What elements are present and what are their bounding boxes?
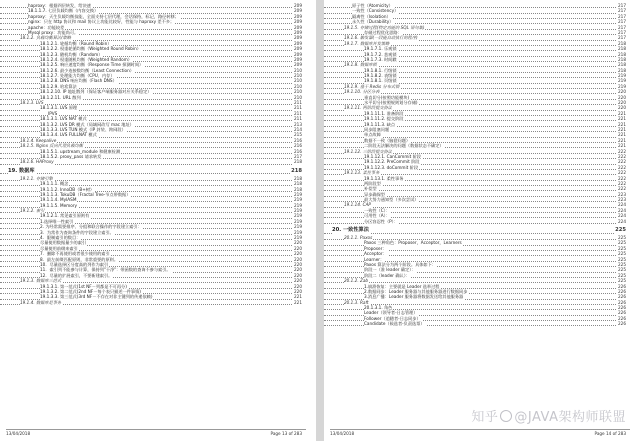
toc-entry-page: 210: [294, 67, 302, 73]
toc-entry-label: 19.1.8.2. 表级锁: [364, 73, 397, 79]
toc-entry-label: 19.1.3.3. 第三范式(3rd NF－不存在对非主键列的传递依赖): [40, 294, 153, 300]
toc-entry-label: 18.1.3.2. LVS DR 模式（局域网改写 mac 地址）: [40, 121, 134, 127]
toc-entry-page: 218: [294, 186, 302, 192]
toc-entry-page: 209: [294, 24, 302, 30]
toc-entry-page: 225: [615, 227, 626, 234]
toc-entry-page: 224: [618, 207, 626, 213]
toc-entry-label: 19.1.4. 数据库是事务: [20, 299, 62, 305]
toc-entry-page: 221: [618, 116, 626, 122]
toc-entry-page: 209: [294, 19, 302, 25]
toc-entry-page: 209: [294, 51, 302, 57]
toc-entry-page: 225: [618, 245, 626, 251]
toc-entry-page: 226: [618, 283, 626, 289]
toc-entry-label: 18.1.3. LVS: [20, 100, 44, 106]
watermark-suffix: @JAVA架构师联盟: [514, 410, 626, 425]
toc-entry-label: 18.1.5.1. upstream_module 和健康检测: [40, 148, 121, 154]
toc-entry-label: 19.1.7.1. 乐观锁: [364, 46, 397, 52]
toc-entry-label: 18.1.1.7. 七层负载均衡（内容交换）: [28, 8, 99, 14]
toc-entry-page: 219: [294, 191, 302, 197]
toc-entry-page: 220: [618, 100, 626, 106]
toc-entry-page: 223: [618, 191, 626, 197]
toc-entry-label: 19.1.1.1. 概念: [40, 181, 69, 187]
toc-entry-page: 221: [294, 299, 302, 305]
toc-entry-label: Paxos 三种角色：Proposer，Acceptor，Learners: [364, 240, 462, 246]
toc-entry-label: nginx：只在 http 协议和 mail 协议上功能比较好，性能与 haproxy 差不多；: [28, 19, 175, 25]
right-footer-date: 13/04/2018: [330, 431, 355, 436]
toc-entry-page: 217: [618, 35, 626, 41]
toc-entry-label: 18.1.6. HAProxy: [20, 159, 54, 165]
toc-entry-label: 19.1.11. 两阶段提交协议: [344, 105, 392, 111]
toc-entry-label: 18.1.3.1. LVS 原理: [40, 105, 78, 111]
toc-entry-label: Learner：: [364, 256, 385, 262]
right-footer: [330, 429, 630, 437]
toc-entry-page: 221: [618, 110, 626, 116]
toc-entry-page: 222: [618, 175, 626, 181]
toc-entry-label: 19.1.3.2. 第二范式(2nd NF－每个表只描述一件事情): [40, 288, 141, 294]
toc-entry-label: 19.1.8. 数据库锁: [344, 62, 377, 68]
toc-entry-page: 221: [618, 143, 626, 149]
toc-entry-page: 220: [294, 251, 302, 257]
toc-entry-label: 数据不一致（脑裂问题）: [364, 137, 411, 143]
toc-entry-page: 218: [294, 175, 302, 181]
toc-entry-label: 2.数据同步：Leader 服务器与其他服务器进行数据同步: [364, 288, 468, 294]
toc-entry-page: 220: [294, 283, 302, 289]
toc-entry-label: 18.1.2.9. 哈希算法: [40, 83, 77, 89]
page-gutter: [316, 0, 324, 441]
toc-entry-page: 218: [618, 62, 626, 68]
toc-entry-page: 217: [618, 13, 626, 19]
toc-entry-page: 211: [294, 100, 302, 106]
toc-entry-page: 224: [618, 218, 626, 224]
toc-entry-label: 19.1.2. 索引: [20, 208, 45, 214]
toc-entry[interactable]: [0, 159, 316, 164]
toc-entry-label: Acceptor：: [364, 251, 387, 257]
toc-entry-page: 218: [618, 67, 626, 73]
toc-entry-label: 二阶段无法解决的问题（数据状态不确定）: [364, 143, 444, 149]
toc-entry-page: 217: [618, 24, 626, 30]
toc-entry-label: 18.1.2.10. IP 地址散列（保证客户端服务器对应关系稳定）: [40, 89, 152, 95]
toc-entry-label: 18.1.3.3. LVS TUN 模式（IP 封装、跨网段）: [40, 126, 126, 132]
toc-entry-page: 210: [294, 73, 302, 79]
toc-entry-page: 217: [618, 3, 626, 8]
toc-entry-label: 永久性（Durability）: [352, 19, 394, 25]
toc-entry-label: 一致性（C）：: [364, 207, 390, 213]
toc-entry-label: 尽量使用数据量少的索引: [40, 240, 87, 246]
toc-entry-page: 217: [618, 8, 626, 14]
toc-entry[interactable]: [324, 321, 640, 326]
toc-entry-page: 225: [618, 267, 626, 273]
left-footer-page: Page 13 of 283: [270, 431, 302, 436]
toc-entry-label: 20.1.2. Zab: [344, 278, 369, 284]
toc-entry-page: 214: [294, 126, 302, 132]
toc-entry-label: 19.1.12.1. CanCommit 阶段: [364, 153, 421, 159]
toc-entry-page: 219: [294, 213, 302, 219]
toc-entry-label: 11．索引列不能参与计算，保持列"干净"：带函数的查询不参与索引。: [40, 267, 171, 273]
toc-entry-label: 19.1.13.1. 柔性事务: [364, 175, 404, 181]
toc-entry-label: 18.1.5. Nginx 反向代理负载均衡: [20, 143, 83, 149]
toc-entry-page: 217: [294, 153, 302, 159]
toc-entry-label: 3.消息广播：Leader 服务器将数据发送给其他服务器: [364, 294, 464, 300]
toc-entry-label: 18.1.2.1. 轮循均衡（Round Robin）: [40, 40, 112, 46]
toc-entry-page: 209: [294, 56, 302, 62]
toc-entry-page: 221: [294, 294, 302, 300]
toc-entry-label: 一致性（Consistency）: [352, 8, 399, 14]
toc-entry-page: 218: [294, 181, 302, 187]
toc-leader-dots: [0, 167, 300, 175]
toc-entry-page: 222: [618, 148, 626, 154]
toc-right: [324, 3, 640, 327]
toc-entry-label: 19.1.10. 分区分表: [344, 89, 380, 95]
toc-entry-page: 218: [618, 51, 626, 57]
toc-entry-page: 225: [618, 240, 626, 246]
toc-entry-page: 210: [294, 83, 302, 89]
toc-entry-label: 19.1.6. 触发器(一段能自动执行的程序): [344, 35, 418, 41]
toc-entry-page: 217: [618, 29, 626, 35]
toc-entry-page: 216: [294, 148, 302, 154]
toc-entry-page: 221: [618, 137, 626, 143]
toc-entry-page: 220: [618, 105, 626, 111]
toc-entry-page: 210: [294, 78, 302, 84]
toc-left: [0, 3, 316, 305]
toc-entry-page: 216: [294, 143, 302, 149]
toc-entry-label: 19.1.3.1. 第一范式(1st NF－列都是不可再分): [40, 283, 127, 289]
toc-entry-page: 224: [618, 213, 626, 219]
toc-entry-page: 209: [294, 8, 302, 14]
toc-entry-label: 单点故障: [364, 132, 381, 138]
toc-entry-label: 19. 数据库: [8, 167, 35, 174]
watermark-prefix: 知乎: [471, 410, 499, 425]
toc-entry-label: 20.1.3.1. 角色: [364, 305, 393, 311]
toc-entry-page: 220: [294, 288, 302, 294]
toc-entry-label: 7．删除不再使用或者很少使用的索引: [40, 251, 110, 257]
toc-entry-label: 20.1.3. Raft: [344, 299, 369, 305]
toc-entry-label: Proposer：: [364, 245, 387, 251]
toc-entry-label: 19.1.7.3. 时间戳: [364, 56, 397, 62]
toc-entry-label: 18.1.2. 负载均衡算法/策略: [20, 35, 71, 41]
toc-entry-label: 18.1.3.1. LVS NAT 模式: [40, 116, 87, 122]
toc-entry-page: 209: [294, 3, 302, 8]
toc-entry-label: 18.1.2.8. DNS 响应均衡（Flash DNS）: [40, 78, 117, 84]
toc-chapter-entry[interactable]: [0, 167, 316, 176]
toc-entry-page: 221: [618, 132, 626, 138]
right-page: [324, 0, 640, 441]
toc-entry-label: 4．限制索引的数目：: [40, 235, 81, 241]
toc-entry-page: 220: [294, 267, 302, 273]
toc-entry-label: 8．最左前缀匹配原则，非常重要的原则。: [40, 256, 119, 262]
toc-chapter-entry[interactable]: [324, 226, 640, 235]
toc-entry-label: 阶段二（leader 确认）：: [364, 272, 410, 278]
toc-entry-page: 209: [294, 13, 302, 19]
toc-entry-label: 2. 为经常需要排序、分组和联合操作的字段建立索引：: [40, 224, 142, 230]
toc-entry-page: 220: [294, 278, 302, 284]
toc-entry-label: 19.1.7. 数据库并发策略: [344, 40, 390, 46]
toc-entry-label: Follower（追随者-日志同步）: [364, 315, 421, 321]
toc-entry-page: 226: [618, 305, 626, 311]
toc-entry-page: 226: [618, 310, 626, 316]
toc-entry-page: 210: [294, 89, 302, 95]
toc-entry-label: 分区容忍性（P）：: [364, 218, 398, 224]
toc-entry-page: 219: [294, 208, 302, 214]
toc-entry-label: haproxy：天生负载均衡技能，全面支持七层代理，会话保持，标记，路径转移；: [28, 13, 179, 19]
toc-entry[interactable]: [0, 300, 316, 305]
toc-entry-label: 19.1.12.3. doCommit 阶段: [364, 164, 419, 170]
toc-entry-label: 1.选择唯一性索引: [40, 218, 74, 224]
toc-entry-page: 215: [294, 132, 302, 138]
toc-entry-page: 219: [294, 202, 302, 208]
toc-entry-page: 220: [294, 261, 302, 267]
toc-entry-label: 19.1.3. 数据库三范式: [20, 278, 62, 284]
toc-entry-label: 尽量使用前缀来索引: [40, 245, 78, 251]
toc-entry[interactable]: [324, 219, 640, 224]
toc-entry-label: IPVS: [48, 110, 58, 116]
toc-entry-page: 225: [618, 235, 626, 241]
toc-entry-page: 226: [618, 299, 626, 305]
toc-entry-label: 19.1.14. CAP: [344, 202, 371, 208]
toc-entry-page: 213: [294, 121, 302, 127]
toc-entry-page: 222: [618, 159, 626, 165]
watermark: [471, 406, 626, 425]
toc-entry-label: 18.1.2.6. 最少连接数均衡（Least Connection）: [40, 67, 134, 73]
toc-entry-label: 18.1.2.4. 权重随机均衡（Weighted Random）: [40, 56, 132, 62]
toc-entry-label: 19.1.11.3. 缺点: [364, 121, 396, 127]
toc-entry-page: 220: [618, 94, 626, 100]
zhihu-logo-icon: [500, 410, 512, 422]
toc-entry-label: 19.1.1.4. MyIASM: [40, 197, 77, 203]
toc-entry-label: 18.1.4. Keepalive: [20, 137, 57, 143]
toc-entry-page: 219: [294, 218, 302, 224]
toc-entry-label: 可用性（A）：: [364, 213, 390, 219]
toc-entry-label: 异步确保型: [364, 191, 385, 197]
toc-entry-label: 19.1.8.1. 页级锁: [364, 78, 397, 84]
toc-entry-label: Leader（领导者-日志管理）: [364, 310, 418, 316]
toc-entry-label: 19.1.7.2. 悲观锁: [364, 51, 397, 57]
toc-entry-label: 20.1.1. Paxos: [344, 235, 373, 241]
toc-entry-page: 216: [294, 137, 302, 143]
toc-entry-label: 19.1.11.1. 准备阶段: [364, 110, 404, 116]
toc-entry-label: 存储过程优化思路：: [364, 29, 402, 35]
left-page: [0, 0, 316, 441]
left-footer-date: 13/04/2018: [6, 431, 31, 436]
toc-entry-page: 225: [618, 251, 626, 257]
toc-entry-label: 12．尽量的扩展索引，不要新建索引。: [40, 272, 113, 278]
toc-entry-label: 原子性（Atomicity）: [352, 3, 393, 8]
toc-entry-page: 218: [618, 56, 626, 62]
toc-entry-label: 19.1.1.2. InnoDB（B+树）: [40, 186, 95, 192]
toc-entry-label: 19.1.12. 三阶段提交协议: [344, 148, 392, 154]
toc-entry-label: 19.1.2.1. 常见索引原则有: [40, 213, 90, 219]
toc-entry-label: apache：功能较差: [28, 24, 65, 30]
toc-entry-page: 220: [618, 89, 626, 95]
toc-entry-page: 226: [618, 315, 626, 321]
toc-entry-label: 补偿型: [364, 186, 377, 192]
toc-entry-label: 19.1.5. 存储过程(特定功能的 SQL 语句集): [344, 24, 425, 30]
toc-entry-page: 220: [294, 240, 302, 246]
toc-entry-page: 225: [618, 256, 626, 262]
toc-entry-page: 222: [618, 170, 626, 176]
toc-entry-label: Paxos 算法分为两个阶段。具体如下：: [364, 261, 436, 267]
toc-entry-label: 1.崩溃恢复：主要就是 Leader 选举过程: [364, 283, 440, 289]
toc-entry-page: 222: [618, 186, 626, 192]
toc-entry-page: 226: [618, 288, 626, 294]
toc-entry-label: 19.1.9. 基于 Redis 分布式锁: [344, 83, 400, 89]
toc-entry-page: 219: [294, 224, 302, 230]
toc-entry-page: 219: [294, 197, 302, 203]
toc-entry-page: 210: [294, 94, 302, 100]
toc-entry-page: 211: [294, 116, 302, 122]
toc-entry-page: 222: [618, 164, 626, 170]
toc-entry-label: 水平切分(按照规则划分存储): [364, 100, 418, 106]
left-footer: [6, 429, 306, 437]
toc-entry-page: 209: [294, 62, 302, 68]
toc-entry-page: 218: [618, 46, 626, 52]
toc-entry-label: 18.1.2.2. 权重轮循均衡（Weighted Round Robin）: [40, 46, 141, 52]
toc-entry-page: 219: [294, 235, 302, 241]
toc-entry-label: 19.1.13. 柔性事务: [344, 170, 380, 176]
toc-entry-label: 18.1.2.5. 响应速度均衡（Response Time 探测时间）: [40, 62, 144, 68]
toc-entry-page: 211: [294, 105, 302, 111]
toc-entry-label: Mysql proxy：功能尚可。: [28, 29, 79, 35]
toc-entry-page: 209: [294, 40, 302, 46]
toc-entry-label: 同步阻塞问题: [364, 126, 390, 132]
toc-entry-label: 隔离性（Isolation）: [352, 13, 391, 19]
toc-entry-page: 220: [294, 245, 302, 251]
toc-entry-label: 19.1.8.1. 行级锁: [364, 67, 397, 73]
toc-entry-page: 225: [618, 272, 626, 278]
toc-entry-page: 220: [294, 256, 302, 262]
toc-entry-page: 222: [618, 180, 626, 186]
toc-entry-page: 219: [618, 83, 626, 89]
toc-entry-page: 209: [294, 35, 302, 41]
toc-entry-label: 19.1.11.2. 提交阶段: [364, 116, 404, 122]
toc-entry-page: 218: [618, 40, 626, 46]
right-footer-page: Page 14 of 283: [594, 431, 626, 436]
toc-entry-page: 223: [618, 197, 626, 203]
toc-entry-page: 209: [294, 29, 302, 35]
toc-entry-label: Candidate（候选者-负责选票）: [364, 321, 425, 327]
toc-entry-label: 19.1.1.3. TokuDB（Fractal Tree-节点带数据）: [40, 191, 131, 197]
toc-entry-label: 3．为常作为查询条件的字段建立索引。: [40, 229, 114, 235]
toc-entry-label: 18.1.2.7. 处理能力均衡（CPU、内存）: [40, 73, 115, 79]
toc-entry-page: 218: [291, 167, 302, 174]
toc-entry-label: haproxy：根据四层转发，给决速: [28, 3, 91, 8]
toc-entry-page: 221: [618, 121, 626, 127]
toc-entry-label: 最大努力通知型（多次尝试）: [364, 197, 419, 203]
toc-entry-page: 219: [294, 229, 302, 235]
toc-entry-page: 209: [294, 46, 302, 52]
toc-entry-label: 两阶段型: [364, 180, 381, 186]
toc-entry-label: 18.1.3.4. LVS FULLNAT 模式: [40, 132, 97, 138]
toc-entry-label: 19.1.1.5. Memory: [40, 202, 78, 208]
toc-entry-label: 18.1.2.11. URL 散列: [40, 94, 81, 100]
toc-entry-label: 10．尽量选择区分度高的列作为索引: [40, 261, 109, 267]
toc-entry-label: 20. 一致性算法: [332, 227, 369, 234]
toc-entry-page: 225: [618, 261, 626, 267]
toc-entry-page: 221: [618, 126, 626, 132]
toc-entry-label: 18.1.5.2. proxy_pass 请求转发: [40, 153, 102, 159]
toc-entry-page: 226: [618, 294, 626, 300]
toc-entry-label: 垂直切分(按照功能模块): [364, 94, 410, 100]
toc-entry-page: 211: [294, 110, 302, 116]
toc-entry-page: 218: [294, 159, 302, 165]
toc-entry-label: 阶段一（准 leader 确定）：: [364, 267, 416, 273]
toc-entry-label: 19.1.1. 存储引擎: [20, 175, 53, 181]
toc-entry-page: 224: [618, 202, 626, 208]
toc-entry-label: 18.1.2.3. 随机均衡（Random）: [40, 51, 103, 57]
toc-entry-page: 217: [618, 19, 626, 25]
toc-entry-label: 19.1.12.2. PreCommit 阶段: [364, 159, 420, 165]
toc-entry-page: 219: [618, 73, 626, 79]
toc-entry-page: 220: [294, 272, 302, 278]
toc-entry-page: 226: [618, 321, 626, 327]
toc-entry-page: 219: [618, 78, 626, 84]
toc-entry-page: 222: [618, 153, 626, 159]
toc-entry-page: 225: [618, 278, 626, 284]
